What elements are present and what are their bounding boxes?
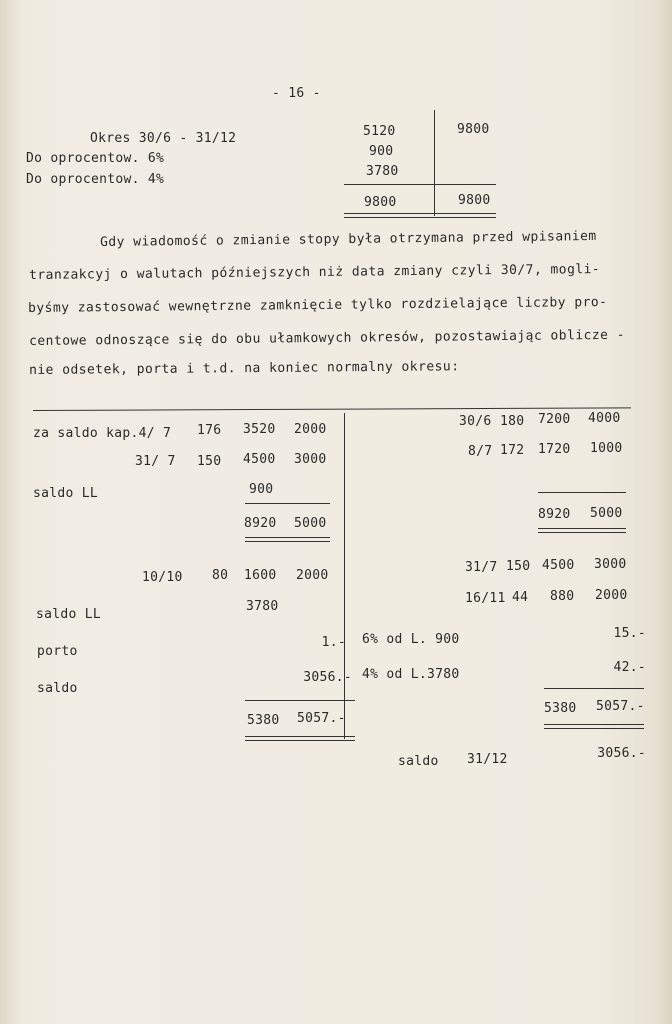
top-total-left: 9800 bbox=[364, 195, 397, 210]
left-row-amount: 2000 bbox=[294, 422, 327, 437]
left-total-rule bbox=[245, 700, 355, 701]
right-row-days: 172 bbox=[500, 443, 525, 458]
top-left-value: 3780 bbox=[366, 164, 399, 179]
left-subtotal-double-rule bbox=[245, 541, 330, 542]
paragraph-line: Gdy wiadomość o zmianie stopy była otrzymana przed wpisaniem bbox=[100, 228, 597, 250]
top-left-value: 5120 bbox=[363, 124, 396, 139]
period-heading: Okres 30/6 - 31/12 bbox=[90, 131, 237, 146]
top-total-right: 9800 bbox=[458, 193, 491, 208]
left-subtotal-number: 8920 bbox=[244, 516, 277, 531]
right-row-number: 1720 bbox=[538, 442, 571, 457]
left-total-amount: 5057.- bbox=[297, 711, 346, 726]
top-left-value: 900 bbox=[369, 144, 394, 159]
paragraph-line: nie odsetek, porta i t.d. na koniec normalny okresu: bbox=[29, 359, 460, 378]
left-row-label: saldo bbox=[37, 681, 78, 696]
top-double-line bbox=[344, 217, 496, 218]
right-subtotal-amount: 5000 bbox=[590, 506, 623, 521]
right-total-amount: 5057.- bbox=[596, 699, 645, 714]
left-row-amount: 3056.- bbox=[303, 670, 352, 685]
right-row-number: 7200 bbox=[538, 412, 571, 427]
top-sum-line bbox=[344, 184, 496, 185]
left-row-label: za saldo kap.4/ 7 bbox=[33, 426, 172, 441]
left-row-days: 80 bbox=[212, 568, 229, 583]
left-row-date: 31/ 7 bbox=[135, 454, 176, 469]
paragraph-line: centowe odnoszące się do obu ułamkowych okresów, pozostawiając oblicze - bbox=[29, 327, 626, 349]
left-row-amount: 2000 bbox=[296, 568, 329, 583]
left-row-amount: 3000 bbox=[294, 452, 327, 467]
left-total-double-rule bbox=[245, 740, 355, 741]
right-row-amount: 3000 bbox=[594, 557, 627, 572]
right-total-number: 5380 bbox=[544, 701, 577, 716]
right-row-date: 8/7 bbox=[468, 444, 493, 459]
interest-4-label: Do oprocentow. 4% bbox=[26, 172, 165, 187]
left-row-number: 3520 bbox=[243, 422, 276, 437]
right-row-days: 44 bbox=[512, 590, 529, 605]
right-row-number: 4500 bbox=[542, 558, 575, 573]
right-row-amount: 15.- bbox=[613, 626, 646, 641]
page-number: - 16 - bbox=[272, 86, 321, 101]
paragraph-line: tranzakcyj o walutach późniejszych niż data zmiany czyli 30/7, mogli- bbox=[29, 262, 601, 283]
right-row-number: 880 bbox=[550, 589, 575, 604]
left-row-number: 3780 bbox=[246, 599, 279, 614]
top-divider-vertical bbox=[434, 110, 435, 216]
left-row-amount: 1.- bbox=[321, 635, 346, 650]
right-row-label: 4% od L.3780 bbox=[362, 667, 460, 682]
ledger-top-rule bbox=[33, 407, 631, 411]
left-subtotal-rule bbox=[245, 503, 330, 504]
closing-balance-date: 31/12 bbox=[467, 752, 508, 767]
right-row-amount: 2000 bbox=[595, 588, 628, 603]
closing-balance-amount: 3056.- bbox=[597, 746, 646, 761]
left-subtotal-double-rule bbox=[245, 537, 330, 538]
left-total-double-rule bbox=[245, 736, 355, 737]
left-row-number: 4500 bbox=[243, 452, 276, 467]
right-row-days: 150 bbox=[506, 559, 531, 574]
right-row-label: 6% od L. 900 bbox=[362, 632, 460, 647]
left-row-label: porto bbox=[37, 644, 78, 659]
right-row-date: 16/11 bbox=[465, 591, 506, 606]
right-subtotal-number: 8920 bbox=[538, 507, 571, 522]
left-row-number: 900 bbox=[249, 482, 274, 497]
right-subtotal-double-rule bbox=[538, 528, 626, 529]
right-row-days: 180 bbox=[500, 414, 525, 429]
right-row-date: 31/7 bbox=[465, 560, 498, 575]
left-row-label: saldo LL bbox=[33, 486, 99, 501]
right-total-rule bbox=[544, 688, 644, 689]
left-row-label: saldo LL bbox=[36, 607, 102, 622]
top-double-line bbox=[344, 213, 496, 214]
right-total-double-rule bbox=[544, 728, 644, 729]
interest-6-label: Do oprocentow. 6% bbox=[26, 151, 165, 166]
paragraph-line: byśmy zastosować wewnętrzne zamknięcie tylko rozdzielające liczby pro- bbox=[28, 294, 608, 316]
left-row-days: 150 bbox=[197, 454, 222, 469]
right-total-double-rule bbox=[544, 724, 644, 725]
left-subtotal-amount: 5000 bbox=[294, 516, 327, 531]
right-row-amount: 42.- bbox=[613, 660, 646, 675]
left-row-date: 10/10 bbox=[142, 570, 183, 585]
right-row-date: 30/6 bbox=[459, 414, 492, 429]
left-total-number: 5380 bbox=[247, 713, 280, 728]
left-row-number: 1600 bbox=[244, 568, 277, 583]
right-subtotal-double-rule bbox=[538, 532, 626, 533]
right-subtotal-rule bbox=[538, 492, 626, 493]
closing-balance-label: saldo bbox=[398, 754, 439, 769]
top-right-value: 9800 bbox=[457, 122, 490, 137]
left-row-days: 176 bbox=[197, 423, 222, 438]
ledger-center-divider bbox=[344, 413, 345, 739]
right-row-amount: 4000 bbox=[588, 411, 621, 426]
right-row-amount: 1000 bbox=[590, 441, 623, 456]
